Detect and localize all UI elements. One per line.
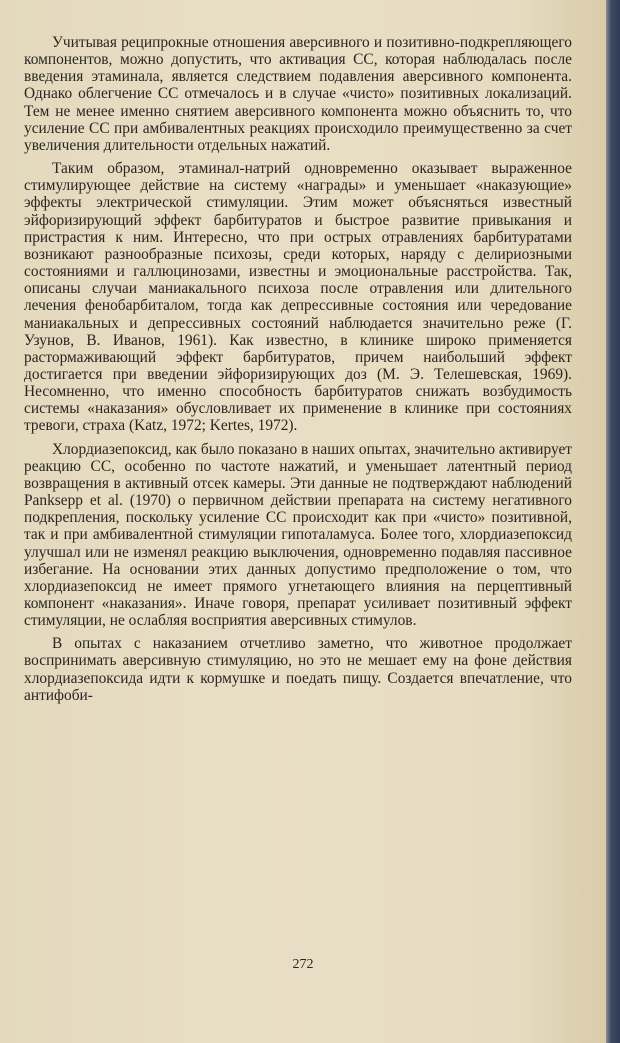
book-spine-edge [606, 0, 620, 1043]
body-text [24, 34, 572, 710]
paragraph-1: Учитывая реципрокные отношения аверсивного и позитивно-подкрепляющего компонентов, можно допустить, что активация СС, которая наблюдалась после введения этаминала, является следствием подавления аверсивного компонента. Однако облегчение СС отмечалось и в случае «чисто» позитивных локализаций. Тем не менее именно снятием аверсивного компонента можно объяснить то, что усиление СС при амбивалентных реакциях происходило преимущественно за счет увеличения длительности отдельных нажатий. [24, 34, 572, 154]
paragraph-4: В опытах с наказанием отчетливо заметно, что животное продолжает воспринимать аверсивную стимуляцию, но это не мешает ему на фоне действия хлордиазепоксида идти к кормушке и поедать пищу. Создается впечатление, что антифоби- [24, 635, 572, 704]
paragraph-3: Хлордиазепоксид, как было показано в наших опытах, значительно активирует реакцию СС, особенно по частоте нажатий, и уменьшает латентный период возвращения в активный отсек камеры. Эти данные не подтверждают наблюдений Panksepp et al. (1970) о первичном действии препарата на систему негативного подкрепления, поскольку усиление СС происходит как при «чисто» позитивной, так и при амбивалентной стимуляции гипоталамуса. Более того, хлордиазепоксид улучшал или не изменял реакцию выключения, одновременно подавляя пассивное избегание. На основании этих данных допустимо предположение о том, что хлордиазепоксид не имеет прямого угнетающего влияния на перцептивный компонент «наказания». Иначе говоря, препарат усиливает позитивный эффект стимуляции, не ослабляя восприятия аверсивных стимулов. [24, 440, 572, 630]
page-number: 272 [292, 957, 314, 972]
paragraph-2: Таким образом, этаминал-натрий одновременно оказывает выраженное стимулирующее действие на систему «награды» и уменьшает «наказующие» эффекты электрической стимуляции. Этим может объясняться известный эйфоризирующий эффект барбитуратов и быстрое развитие привыкания и пристрастия к ним. Интересно, что при острых отравлениях барбитуратами возникают разнообразные психозы, среди которых, наряду с делириозными состояниями и галлюцинозами, известны и эмоциональные расстройства. Так, описаны случаи маниакального психоза после отравления или длительного лечения фенобарбиталом, тогда как депрессивные состояния или чередование маниакальных и депрессивных состояний наблюдается значительно реже (Г. Узунов, В. Иванов, 1961). Как известно, в клинике широко применяется растормаживающий эффект барбитуратов, причем наибольший эффект достигается при введении эйфоризирующих доз (М. Э. Телешевская, 1969). Несомненно, что именно способность барбитуратов снижать возбудимость системы «наказания» обусловливает их применение в клинике при состояниях тревоги, страха (Katz, 1972; Kertes, 1972). [24, 160, 572, 435]
